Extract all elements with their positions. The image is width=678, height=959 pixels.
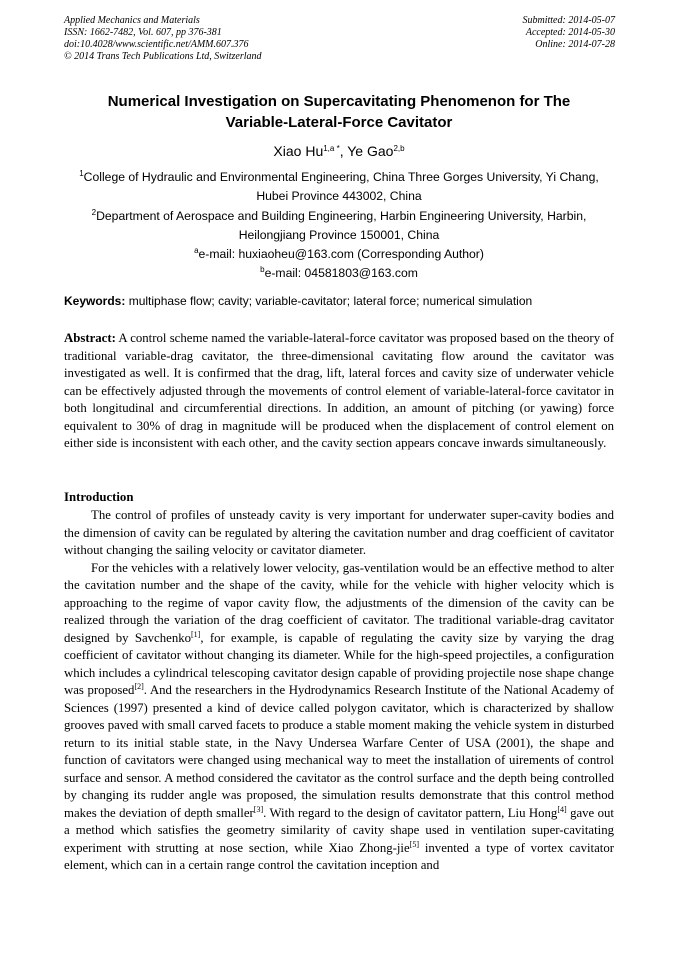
email-a	[64, 245, 614, 264]
affiliations	[64, 168, 614, 284]
intro-text: . With regard to the design of cavitator pattern, Liu Hong	[263, 805, 558, 820]
author-separator: ,	[339, 143, 348, 159]
title-line-1: Numerical Investigation on Supercavitating Phenomenon for The	[107, 93, 571, 110]
abstract	[64, 330, 614, 453]
section-heading-introduction: Introduction	[64, 490, 134, 504]
affiliation-2-line-2: Heilongjiang Province 150001, China	[238, 227, 440, 242]
issn: ISSN: 1662-7482, Vol. 607, pp 376-381	[64, 27, 222, 38]
citation-1: [1]	[191, 629, 201, 639]
copyright: © 2014 Trans Tech Publications Ltd, Switzerland	[64, 51, 262, 62]
submitted-date: Submitted: 2014-05-07	[522, 15, 615, 26]
intro-paragraph-2	[64, 560, 614, 875]
affiliation-2-text: Department of Aerospace and Building Engineering, Harbin Engineering University, Harbin,	[96, 208, 587, 223]
intro-text: For the vehicles with a relatively lower velocity, gas-ventilation would be an effective method to alter the cavitation number and the shape of the cavity, while for the vehicle with higher velocity which is approaching to the regime of vapor cavity flow, the adjustments of the dimension of the cavity can be realized through the variation of the drag coefficient of cavitator. The traditional variable-drag cavitator designed by Savchenko	[64, 560, 614, 645]
affiliation-1-sup: 1	[79, 169, 84, 178]
citation-3: [3]	[253, 804, 264, 814]
email-b-sup: b	[260, 265, 265, 275]
intro-text: , for example, is capable of regulating the cavity size by varying the drag coefficient of cavitator without changing its diameter. While for the high-speed projectiles, a configuration which includes a cylindrical telescoping cavitator design capable of providing projectile nose shape change was proposed	[64, 630, 614, 697]
affiliation-2-line-1	[64, 207, 614, 226]
intro-text: . And the researchers in the Hydrodynamics Research Institute of the National Academy of Sciences (1997) presented a kind of device called polygon cavitator, which is characterized by shallow grooves paved with small carved facets to produce a stable moment making the vehicle system in disturbed return to its initial stable state, in the Navy Undersea Warfare Center of USA (2001), the shape and function of cavitators were changed using mechanical way to meet the installation of uirements of control surface and sensor. A method considered the cavitator as the control surface and the depth being controlled by changing its rudder angle was proposed, the simulation results demonstrate that this control method makes the deviation of depth smaller	[64, 683, 614, 820]
email-a-sup: a	[194, 246, 199, 256]
journal-name: Applied Mechanics and Materials	[64, 15, 200, 26]
intro-text: invented a type of vortex cavitator element, which can in a certain range control the cavitation inception and	[64, 840, 614, 872]
accepted-date: Accepted: 2014-05-30	[525, 27, 615, 38]
citation-5: [5]	[409, 839, 419, 849]
email-a-text: e-mail: huxiaoheu@163.com (Corresponding Author)	[198, 247, 484, 262]
author-1-name: Xiao Hu	[273, 143, 324, 159]
introduction-body	[64, 507, 614, 875]
affiliation-1-text: College of Hydraulic and Environmental Engineering, China Three Gorges University, Yi Chang,	[83, 170, 599, 184]
author-1-sup: 1,a *	[323, 144, 340, 153]
online-date: Online: 2014-07-28	[535, 39, 615, 50]
email-b	[64, 264, 614, 283]
keywords-text: multiphase flow; cavity; variable-cavitator; lateral force; numerical simulation	[125, 294, 533, 308]
affiliation-2-sup: 2	[91, 207, 97, 217]
abstract-label: Abstract:	[64, 331, 116, 345]
email-b-text: e-mail: 04581803@163.com	[264, 266, 418, 281]
affiliation-1-line-1	[64, 168, 614, 187]
keywords-label: Keywords:	[64, 294, 126, 308]
paper-title	[64, 91, 614, 133]
journal-info	[64, 15, 262, 63]
intro-paragraph-1: The control of profiles of unsteady cavity is very important for underwater super-cavity bodies and the dimension of cavity can be regulated by altering the cavitation number and drag coefficient of cavitator without changing the sailing velocity or cavitator diameter.	[64, 508, 614, 557]
title-line-2: Variable-Lateral-Force Cavitator	[225, 114, 453, 131]
citation-2: [2]	[134, 682, 144, 691]
affiliation-1-line-2: Hubei Province 443002, China	[256, 189, 422, 204]
author-list	[64, 142, 614, 160]
doi: doi:10.4028/www.scientific.net/AMM.607.376	[64, 39, 249, 50]
intro-text: gave out a method which satisfies the geometry similarity of cavity shape used in ventilation super-cavitating experiment with strutting at nose section, while Xiao Zhong-jie	[64, 805, 614, 855]
publication-dates	[420, 15, 615, 51]
citation-4: [4]	[557, 804, 567, 814]
keywords	[64, 293, 614, 309]
author-2-name: Ye Gao	[347, 143, 394, 159]
abstract-text: A control scheme named the variable-lateral-force cavitator was proposed based on the theory of traditional variable-drag cavitator, the three-dimensional cavitating flow around the cavitator was investigated as well. It is confirmed that the drag, lift, lateral forces and cavity size of underwater vehicle can be effectively adjusted through the movements of control element of variable-lateral-force cavitator in both longitudinal and circumferential directions. In addition, an amount of pitching (or yawing) force equivalent to 30% of drag in magnitude will be produced when the displacement of control element on either side is inconsistent with each other, and the cavity section appears concave inwards simultaneously.	[64, 331, 614, 450]
author-2-sup: 2,b	[393, 144, 405, 153]
